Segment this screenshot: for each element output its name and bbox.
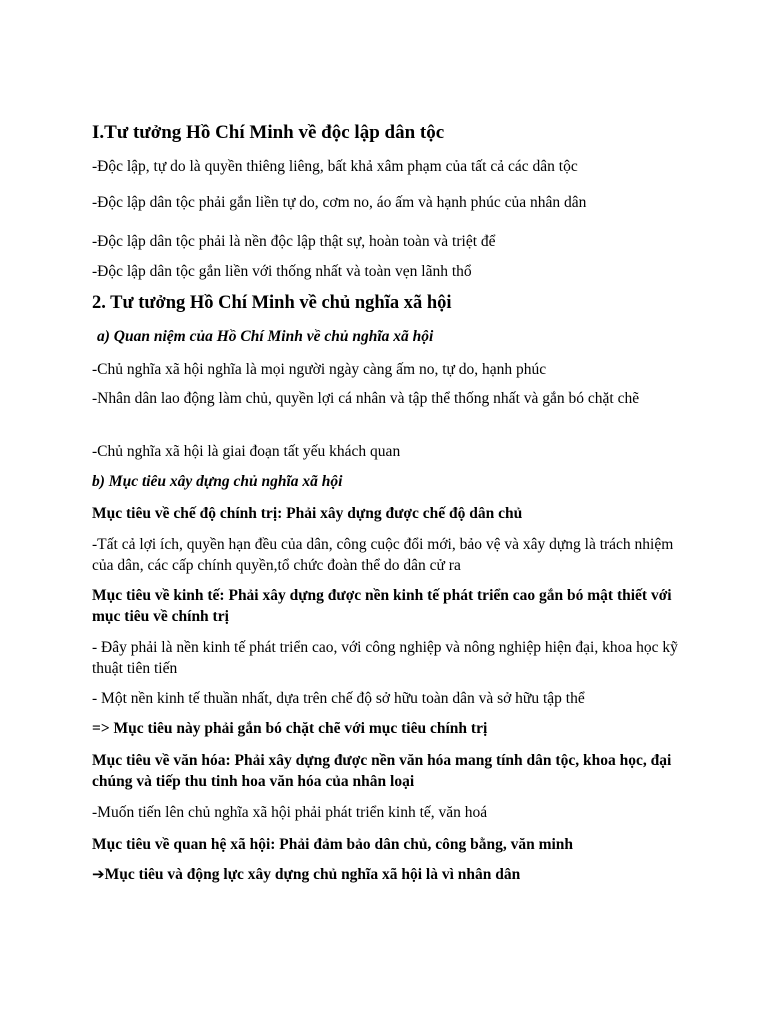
goal-politics: Mục tiêu về chế độ chính trị: Phải xây dựng được chế độ dân chủ bbox=[92, 505, 523, 522]
arrow-right-icon: ➔ bbox=[92, 865, 105, 883]
goal-culture: Mục tiêu về văn hóa: Phải xây dựng được nền văn hóa mang tính dân tộc, khoa học, đại chúng và tiếp thu tinh hoa văn hóa của nhân loại bbox=[92, 752, 672, 790]
paragraph-8: -Tất cả lợi ích, quyền hạn đều của dân, công cuộc đổi mới, bảo vệ và xây dựng là trách nhiệm của dân, các cấp chính quyền,tổ chức đoàn thể do dân cử ra bbox=[92, 536, 674, 574]
subheading-a: a) Quan niệm của Hồ Chí Minh về chủ nghĩa xã hội bbox=[97, 328, 434, 345]
paragraph-1: -Độc lập, tự do là quyền thiêng liêng, bất khả xâm phạm của tất cả các dân tộc bbox=[92, 158, 578, 175]
paragraph-10: - Một nền kinh tế thuần nhất, dựa trên chế độ sở hữu toàn dân và sở hữu tập thể bbox=[92, 690, 585, 707]
subheading-b: b) Mục tiêu xây dựng chủ nghĩa xã hội bbox=[92, 473, 343, 490]
goal-society: Mục tiêu về quan hệ xã hội: Phải đảm bảo dân chủ, công bằng, văn minh bbox=[92, 836, 574, 853]
heading-socialism: 2. Tư tưởng Hồ Chí Minh về chủ nghĩa xã hội bbox=[92, 293, 452, 313]
paragraph-11: -Muốn tiến lên chủ nghĩa xã hội phải phát triển kinh tế, văn hoá bbox=[92, 804, 488, 821]
paragraph-4: -Độc lập dân tộc gắn liền với thống nhất và toàn vẹn lãnh thổ bbox=[92, 263, 472, 280]
paragraph-9: - Đây phải là nền kinh tế phát triển cao, với công nghiệp và nông nghiệp hiện đại, khoa học kỹ thuật tiên tiến bbox=[92, 639, 678, 677]
paragraph-5: -Chủ nghĩa xã hội nghĩa là mọi người ngày càng ấm no, tự do, hạnh phúc bbox=[92, 361, 547, 378]
conclusion-2 bbox=[92, 864, 728, 885]
paragraph-7: -Chủ nghĩa xã hội là giai đoạn tất yếu khách quan bbox=[92, 443, 401, 460]
paragraph-2: -Độc lập dân tộc phải gắn liền tự do, cơm no, áo ấm và hạnh phúc của nhân dân bbox=[92, 194, 587, 211]
paragraph-3: -Độc lập dân tộc phải là nền độc lập thật sự, hoàn toàn và triệt để bbox=[92, 233, 496, 250]
goal-economy: Mục tiêu về kinh tế: Phải xây dựng được nền kinh tế phát triển cao gắn bó mật thiết với mục tiêu về chính trị bbox=[92, 587, 672, 625]
heading-independence: I.Tư tưởng Hồ Chí Minh về độc lập dân tộc bbox=[92, 122, 445, 143]
conclusion-2-text: Mục tiêu và động lực xây dựng chủ nghĩa xã hội là vì nhân dân bbox=[104, 866, 521, 883]
conclusion-1: => Mục tiêu này phải gắn bó chặt chẽ với mục tiêu chính trị bbox=[92, 720, 488, 737]
paragraph-6: -Nhân dân lao động làm chủ, quyền lợi cá nhân và tập thể thống nhất và gắn bó chặt chẽ bbox=[92, 390, 640, 407]
